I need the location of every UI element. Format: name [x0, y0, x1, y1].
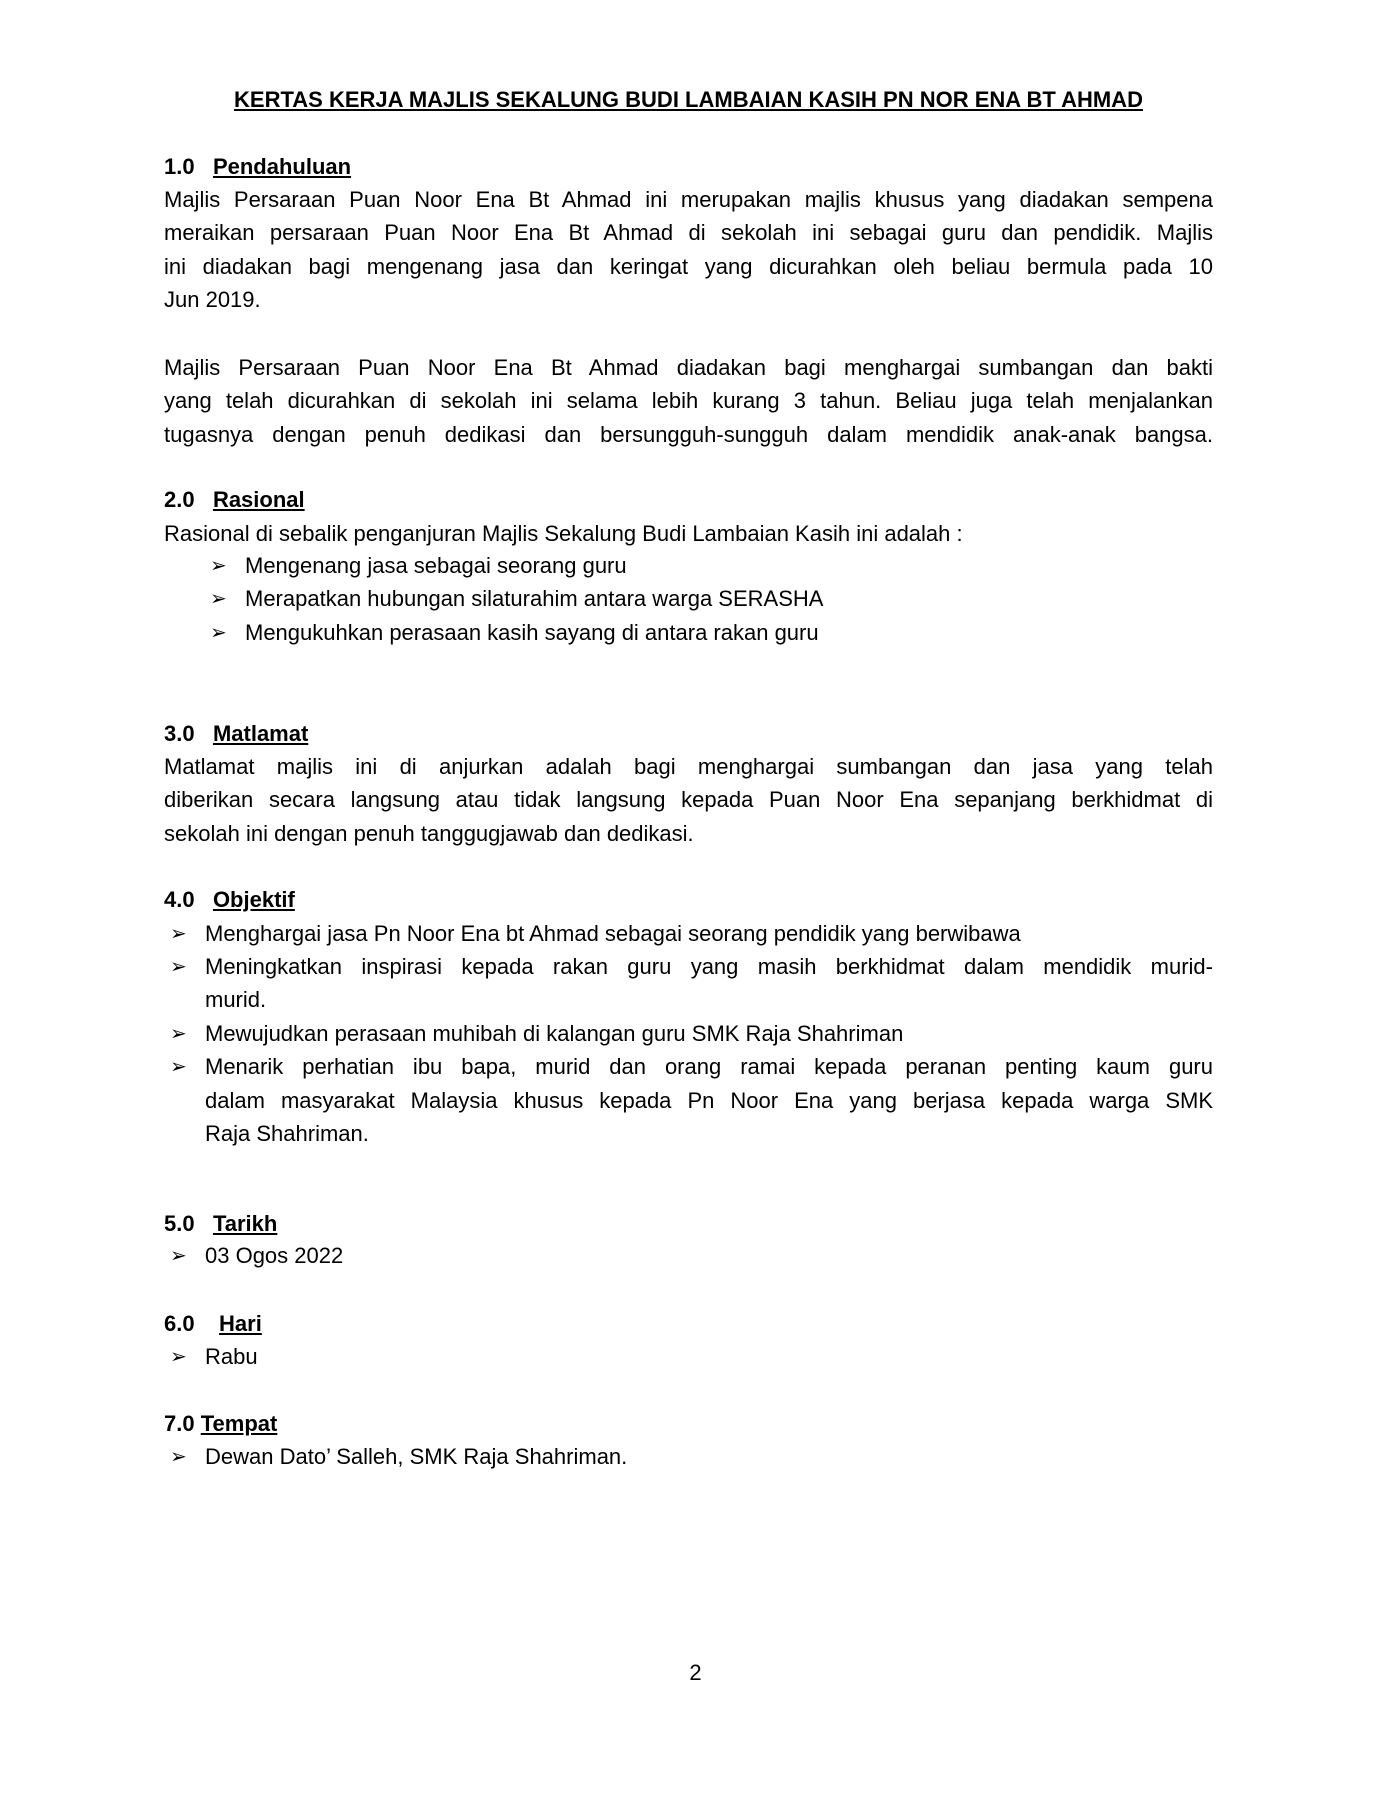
document-title: KERTAS KERJA MAJLIS SEKALUNG BUDI LAMBAIAN KASIH PN NOR ENA BT AHMAD: [234, 87, 1143, 112]
paragraph-line: ini diadakan bagi mengenang jasa dan keringat yang dicurahkan oleh beliau bermula pada 10: [164, 254, 1213, 279]
paragraph-line: diberikan secara langsung atau tidak langsung kepada Puan Noor Ena sepanjang berkhidmat di: [164, 787, 1213, 812]
section-heading: 4.0 Objektif: [164, 887, 295, 912]
bullet-arrow-icon: ➢: [170, 956, 187, 978]
paragraph-line: tugasnya dengan penuh dedikasi dan bersungguh-sungguh dalam mendidik anak-anak bangsa.: [164, 422, 1213, 447]
bullet-arrow-icon: ➢: [170, 923, 187, 945]
section-heading: 6.0 Hari: [164, 1311, 262, 1336]
paragraph-line: meraikan persaraan Puan Noor Ena Bt Ahmad di sekolah ini sebagai guru dan pendidik. Majlis: [164, 220, 1213, 245]
section-heading: 7.0 Tempat: [164, 1411, 278, 1436]
paragraph-line: Majlis Persaraan Puan Noor Ena Bt Ahmad diadakan bagi menghargai sumbangan dan bakti: [164, 355, 1213, 380]
list-item: Menarik perhatian ibu bapa, murid dan orang ramai kepada peranan penting kaum guru: [205, 1054, 1213, 1079]
paragraph-line: sekolah ini dengan penuh tanggugjawab dan dedikasi.: [164, 821, 694, 846]
bullet-arrow-icon: ➢: [210, 622, 227, 644]
list-item: Menghargai jasa Pn Noor Ena bt Ahmad sebagai seorang pendidik yang berwibawa: [205, 921, 1021, 946]
list-item: Rabu: [205, 1344, 258, 1369]
list-item: Mengukuhkan perasaan kasih sayang di antara rakan guru: [245, 620, 819, 645]
bullet-arrow-icon: ➢: [170, 1446, 187, 1468]
list-item: 03 Ogos 2022: [205, 1243, 344, 1268]
bullet-arrow-icon: ➢: [170, 1346, 187, 1368]
paragraph-line: Majlis Persaraan Puan Noor Ena Bt Ahmad ini merupakan majlis khusus yang diadakan sempena: [164, 187, 1213, 212]
list-item: Dewan Dato’ Salleh, SMK Raja Shahriman.: [205, 1444, 628, 1469]
bullet-arrow-icon: ➢: [210, 588, 227, 610]
page-number: 2: [689, 1660, 702, 1685]
list-item: Merapatkan hubungan silaturahim antara warga SERASHA: [245, 586, 824, 611]
section-heading: 5.0 Tarikh: [164, 1211, 278, 1236]
paragraph-line: Rasional di sebalik penganjuran Majlis Sekalung Budi Lambaian Kasih ini adalah :: [164, 521, 963, 546]
bullet-arrow-icon: ➢: [170, 1023, 187, 1045]
bullet-arrow-icon: ➢: [210, 555, 227, 577]
section-heading: 3.0 Matlamat: [164, 721, 309, 746]
list-item-continued: dalam masyarakat Malaysia khusus kepada Pn Noor Ena yang berjasa kepada warga SMK: [205, 1088, 1213, 1113]
paragraph-line: yang telah dicurahkan di sekolah ini selama lebih kurang 3 tahun. Beliau juga telah menjalankan: [164, 388, 1213, 413]
paragraph-line: Matlamat majlis ini di anjurkan adalah bagi menghargai sumbangan dan jasa yang telah: [164, 754, 1213, 779]
paragraph-line: Jun 2019.: [164, 287, 261, 312]
list-item: Mengenang jasa sebagai seorang guru: [245, 553, 627, 578]
list-item-continued: murid.: [205, 987, 267, 1012]
list-item: Meningkatkan inspirasi kepada rakan guru yang masih berkhidmat dalam mendidik murid-: [205, 954, 1213, 979]
bullet-arrow-icon: ➢: [170, 1245, 187, 1267]
list-item: Mewujudkan perasaan muhibah di kalangan guru SMK Raja Shahriman: [205, 1021, 904, 1046]
bullet-arrow-icon: ➢: [170, 1056, 187, 1078]
section-heading: 1.0 Pendahuluan: [164, 154, 352, 179]
list-item-continued: Raja Shahriman.: [205, 1121, 369, 1146]
section-heading: 2.0 Rasional: [164, 487, 305, 512]
